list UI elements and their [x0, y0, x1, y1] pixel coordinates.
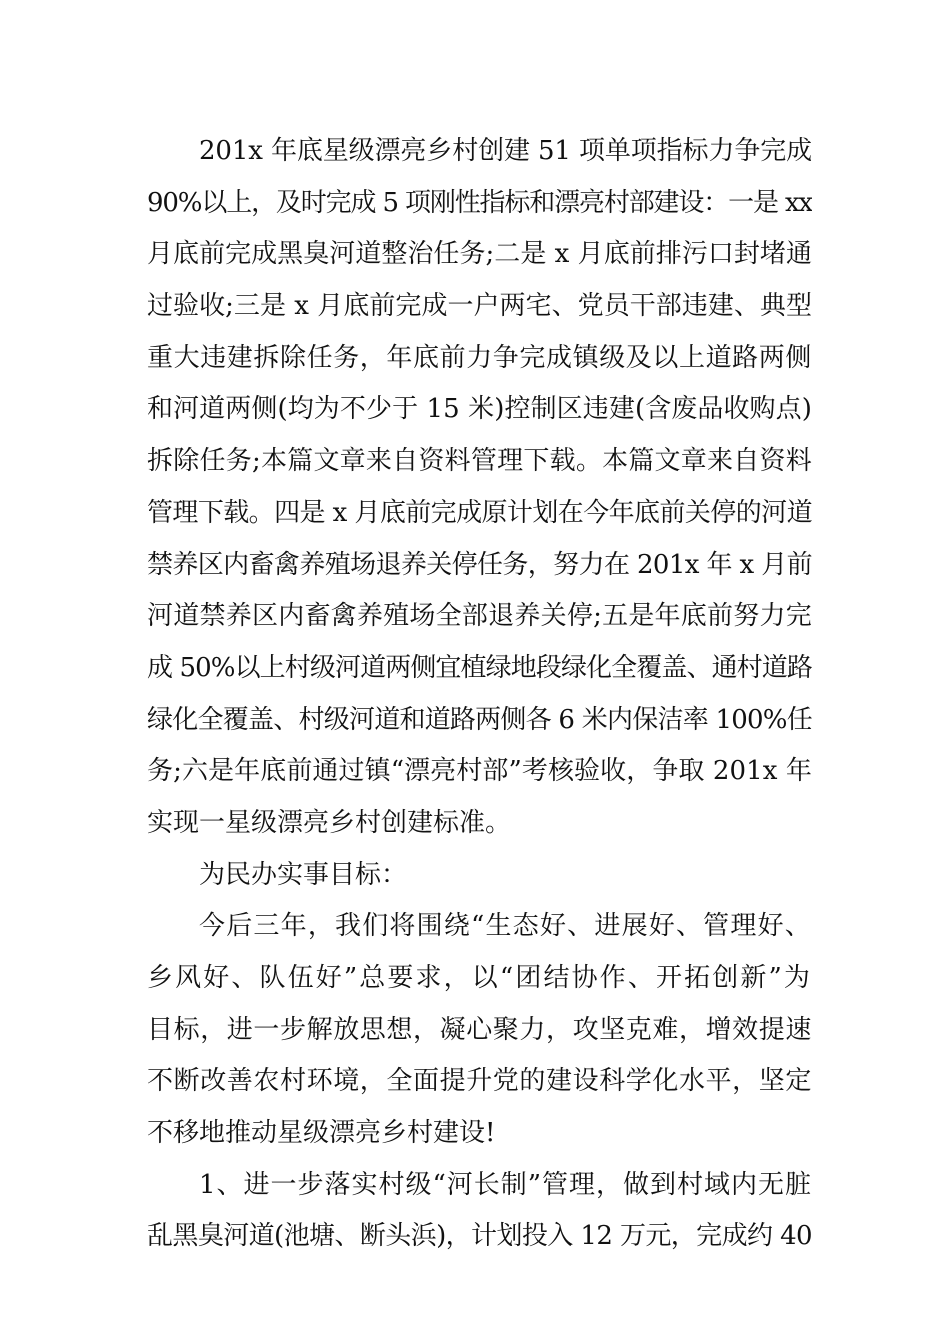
text-line: 务;六是年底前通过镇“漂亮村部”考核验收，争取 201x 年: [147, 756, 812, 787]
text-line: 201x 年底星级漂亮乡村创建 51 项单项指标力争完成: [199, 136, 812, 166]
text-line: 今后三年，我们将围绕“生态好、进展好、管理好、: [199, 911, 812, 942]
document-body: [147, 126, 812, 1263]
text-line: 绿化全覆盖、村级河道和道路两侧各 6 米内保洁率 100%任: [147, 704, 812, 735]
text-line: 管理下载。四是 x 月底前完成原计划在今年底前关停的河道: [147, 497, 812, 528]
text-line: 成 50%以上村级河道两侧宜植绿地段绿化全覆盖、通村道路: [147, 652, 812, 683]
text-line: 过验收;三是 x 月底前完成一户两宅、党员干部违建、典型: [147, 291, 812, 322]
text-line: 乡风好、队伍好”总要求，以“团结协作、开拓创新”为: [147, 963, 812, 993]
text-line: 不断改善农村环境，全面提升党的建设科学化水平，坚定: [147, 1066, 812, 1097]
text-line: 拆除任务;本篇文章来自资料管理下载。本篇文章来自资料: [147, 446, 812, 477]
text-line: 目标，进一步解放思想，凝心聚力，攻坚克难，增效提速: [147, 1014, 812, 1045]
text-line: 禁养区内畜禽养殖场退养关停任务，努力在 201x 年 x 月前: [147, 549, 812, 580]
text-line: 河道禁养区内畜禽养殖场全部退养关停;五是年底前努力完: [147, 601, 812, 632]
text-line: 不移地推动星级漂亮乡村建设!: [147, 1118, 496, 1149]
text-line: 月底前完成黑臭河道整治任务;二是 x 月底前排污口封堵通: [147, 239, 812, 270]
text-line: 实现一星级漂亮乡村创建标准。: [147, 807, 512, 838]
text-line: 重大违建拆除任务，年底前力争完成镇级及以上道路两侧: [147, 342, 812, 373]
text-line: 和河道两侧(均为不少于 15 米)控制区违建(含废品收购点): [147, 394, 812, 425]
text-line: 1、进一步落实村级“河长制”管理，做到村域内无脏: [199, 1169, 812, 1200]
text-line: 90%以上，及时完成 5 项刚性指标和漂亮村部建设：一是 xx: [147, 187, 812, 218]
section-heading: 为民办实事目标：: [199, 859, 408, 890]
text-line: 乱黑臭河道(池塘、断头浜)，计划投入 12 万元，完成约 40: [147, 1221, 812, 1252]
